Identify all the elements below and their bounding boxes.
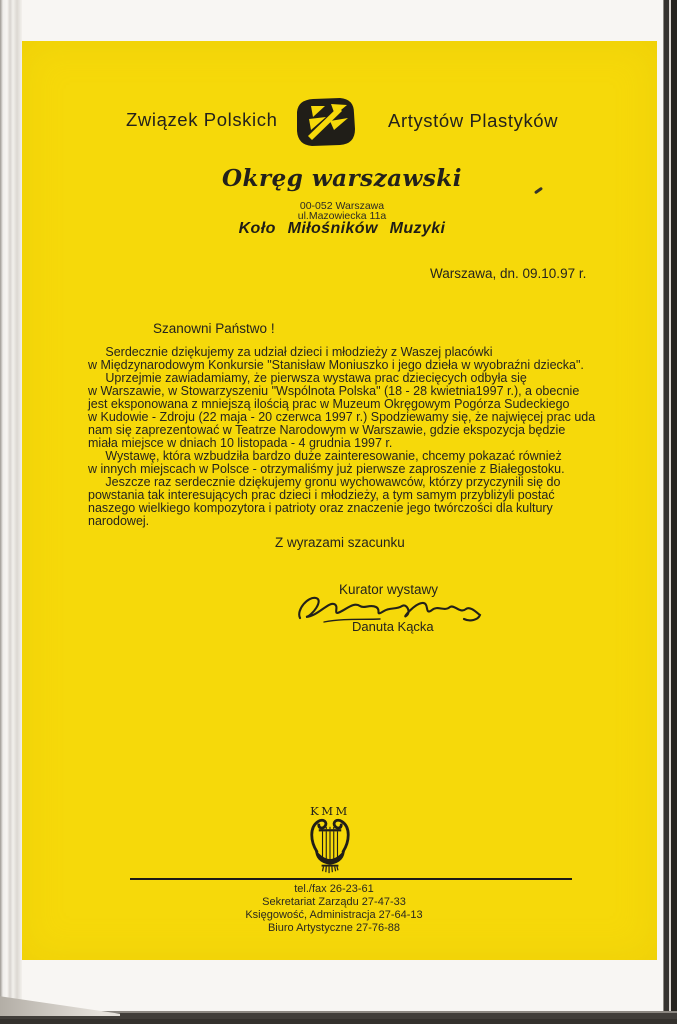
address-line-1: 00-052 Warszawa xyxy=(299,200,385,212)
address-line-2: ul.Mazowiecka 11a xyxy=(297,210,387,222)
music-circle-name: Koło Miłośników Muzyki xyxy=(238,220,446,237)
body-line: Jeszcze raz serdecznie dziękujemy gronu wychowawców, którzy przyczynili się do xyxy=(88,475,561,489)
signature-title: Kurator wystawy xyxy=(339,582,439,597)
dateline: Warszawa, dn. 09.10.97 r. xyxy=(430,266,587,281)
pen-mark-artifact xyxy=(534,187,543,195)
footer-phone-fax: tel./fax 26-23-61 xyxy=(294,883,374,895)
body-line: powstania tak interesujących prac dzieci i młodzieży, a tym samym przybliżyli postać xyxy=(88,488,555,502)
body-line: miała miejsce w dniach 10 listopada - 4 grudnia 1997 r. xyxy=(88,436,393,450)
footer-accounting: Księgowość, Administracja 27-64-13 xyxy=(245,909,423,921)
footer-contact xyxy=(134,883,534,935)
book-edge-right xyxy=(663,0,677,1024)
footer-artistic-office: Biuro Artystyczne 27-76-88 xyxy=(267,922,401,934)
body-line: Uprzejmie zawiadamiamy, że pierwsza wystawa prac dziecięcych odbyła się xyxy=(88,371,527,385)
body-line: naszego wielkiego kompozytora i patrioty oraz znaczenie jego twórczości dla kultury xyxy=(88,501,553,515)
body-line: nam się zaprezentować w Teatrze Narodowym w Warszawie, gdzie ekspozycja będzie xyxy=(88,423,566,437)
body-line: w Warszawie, w Stowarzyszeniu "Wspólnota Polska" (18 - 28 kwietnia1997 r.), a obecnie xyxy=(88,384,580,398)
book-edge-left xyxy=(0,0,22,1024)
body-line: Serdecznie dziękujemy za udział dzieci i młodzieży z Waszej placówki xyxy=(88,345,493,359)
letter-body xyxy=(88,346,618,528)
lyre-icon xyxy=(307,817,353,875)
body-line: w Kudowie - Zdroju (22 maja - 20 czerwca 1997 r.) Spodziewamy się, że najwięcej prac uda xyxy=(88,410,596,424)
signature-name: Danuta Kącka xyxy=(352,619,434,634)
closing-phrase: Z wyrazami szacunku xyxy=(275,535,405,550)
org-name-left: Związek Polskich xyxy=(126,109,278,130)
salutation: Szanowni Państwo ! xyxy=(153,321,275,336)
body-line: jest eksponowana z mniejszą ilością prac w Muzeum Okręgowym Pogórza Sudeckiego xyxy=(88,397,570,411)
footer-divider xyxy=(130,878,572,880)
district-title: Okręg warszawski xyxy=(222,165,462,192)
zpap-monogram-icon xyxy=(296,97,356,147)
body-line: Wystawę, która wzbudziła bardzo duże zainteresowanie, chcemy pokazać również xyxy=(88,449,562,463)
body-line: w innych miejscach w Polsce - otrzymaliśmy już pierwsze zaproszenie z Białegostoku. xyxy=(88,462,565,476)
org-name-right: Artystów Plastyków xyxy=(388,110,559,131)
kmm-monogram: KMM xyxy=(310,804,350,818)
body-line: narodowej. xyxy=(88,514,150,528)
footer-secretariat: Sekretariat Zarządu 27-47-33 xyxy=(262,896,406,908)
letter-page xyxy=(22,41,657,960)
body-line: w Międzynarodowym Konkursie "Stanisław Moniuszko i jego dzieła w wyobraźni dziecka". xyxy=(88,358,584,372)
